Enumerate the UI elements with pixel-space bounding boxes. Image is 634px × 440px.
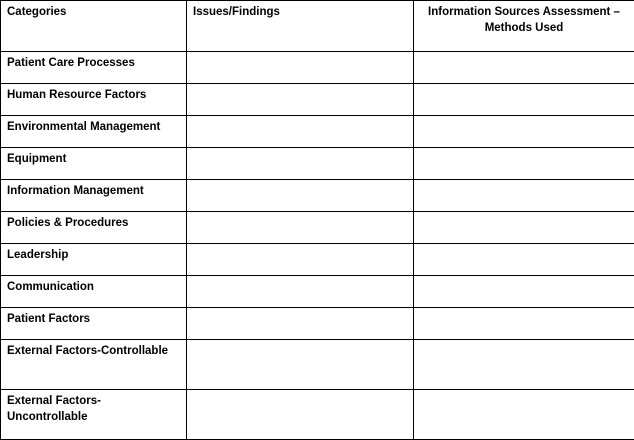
sources-value [414, 276, 634, 279]
category-cell [1, 340, 187, 390]
category-cell [1, 84, 187, 116]
table-row [1, 212, 634, 244]
issues-cell [187, 52, 414, 84]
table-row [1, 276, 634, 308]
sources-cell [414, 212, 634, 244]
header-issues-findings-label: Issues/Findings [193, 6, 280, 18]
sources-value [414, 244, 634, 247]
issues-value [187, 244, 413, 247]
issues-cell [187, 308, 414, 340]
issues-cell [187, 244, 414, 276]
category-label: Communication [7, 281, 94, 293]
issues-cell [187, 148, 414, 180]
table-header-row [1, 1, 634, 52]
table-row [1, 116, 634, 148]
sources-value [414, 390, 634, 393]
header-categories [1, 1, 187, 52]
category-label: External Factors-Controllable [7, 345, 169, 357]
header-categories-label: Categories [7, 6, 67, 18]
category-cell [1, 180, 187, 212]
issues-cell [187, 340, 414, 390]
table-row [1, 180, 634, 212]
category-label: Equipment [7, 153, 67, 165]
category-cell [1, 148, 187, 180]
issues-value [187, 148, 413, 151]
issues-value [187, 180, 413, 183]
category-label: Human Resource Factors [7, 89, 147, 101]
sources-cell [414, 390, 634, 440]
category-label: External Factors-Uncontrollable [7, 395, 101, 423]
header-information-sources-label: Information Sources Assessment – Methods Used [428, 6, 620, 34]
header-issues-findings [187, 1, 414, 52]
issues-value [187, 116, 413, 119]
issues-cell [187, 276, 414, 308]
category-cell [1, 116, 187, 148]
issues-value [187, 52, 413, 55]
sources-cell [414, 116, 634, 148]
issues-cell [187, 180, 414, 212]
sources-cell [414, 244, 634, 276]
category-cell [1, 276, 187, 308]
sources-cell [414, 276, 634, 308]
table-row [1, 308, 634, 340]
issues-value [187, 308, 413, 311]
table-row [1, 340, 634, 390]
category-label: Policies & Procedures [7, 217, 129, 229]
sources-value [414, 116, 634, 119]
category-label: Patient Factors [7, 313, 91, 325]
issues-cell [187, 116, 414, 148]
sources-cell [414, 148, 634, 180]
sources-value [414, 212, 634, 215]
category-label: Patient Care Processes [7, 57, 135, 69]
category-cell [1, 244, 187, 276]
category-cell [1, 212, 187, 244]
sources-cell [414, 340, 634, 390]
issues-value [187, 212, 413, 215]
sources-cell [414, 180, 634, 212]
category-cell [1, 308, 187, 340]
table-row [1, 390, 634, 440]
table-row [1, 148, 634, 180]
sources-value [414, 308, 634, 311]
category-cell [1, 52, 187, 84]
sources-cell [414, 52, 634, 84]
sources-value [414, 180, 634, 183]
sources-value [414, 52, 634, 55]
table-row [1, 52, 634, 84]
category-label: Environmental Management [7, 121, 161, 133]
category-cell [1, 390, 187, 440]
sources-cell [414, 84, 634, 116]
issues-cell [187, 84, 414, 116]
issues-value [187, 276, 413, 279]
issues-cell [187, 212, 414, 244]
sources-cell [414, 308, 634, 340]
sources-value [414, 84, 634, 87]
header-information-sources [414, 1, 634, 52]
table-row [1, 84, 634, 116]
category-label: Information Management [7, 185, 144, 197]
issues-value [187, 340, 413, 343]
issues-value [187, 84, 413, 87]
issues-value [187, 390, 413, 393]
sources-value [414, 340, 634, 343]
sources-value [414, 148, 634, 151]
table-row [1, 244, 634, 276]
issues-cell [187, 390, 414, 440]
category-label: Leadership [7, 249, 69, 261]
